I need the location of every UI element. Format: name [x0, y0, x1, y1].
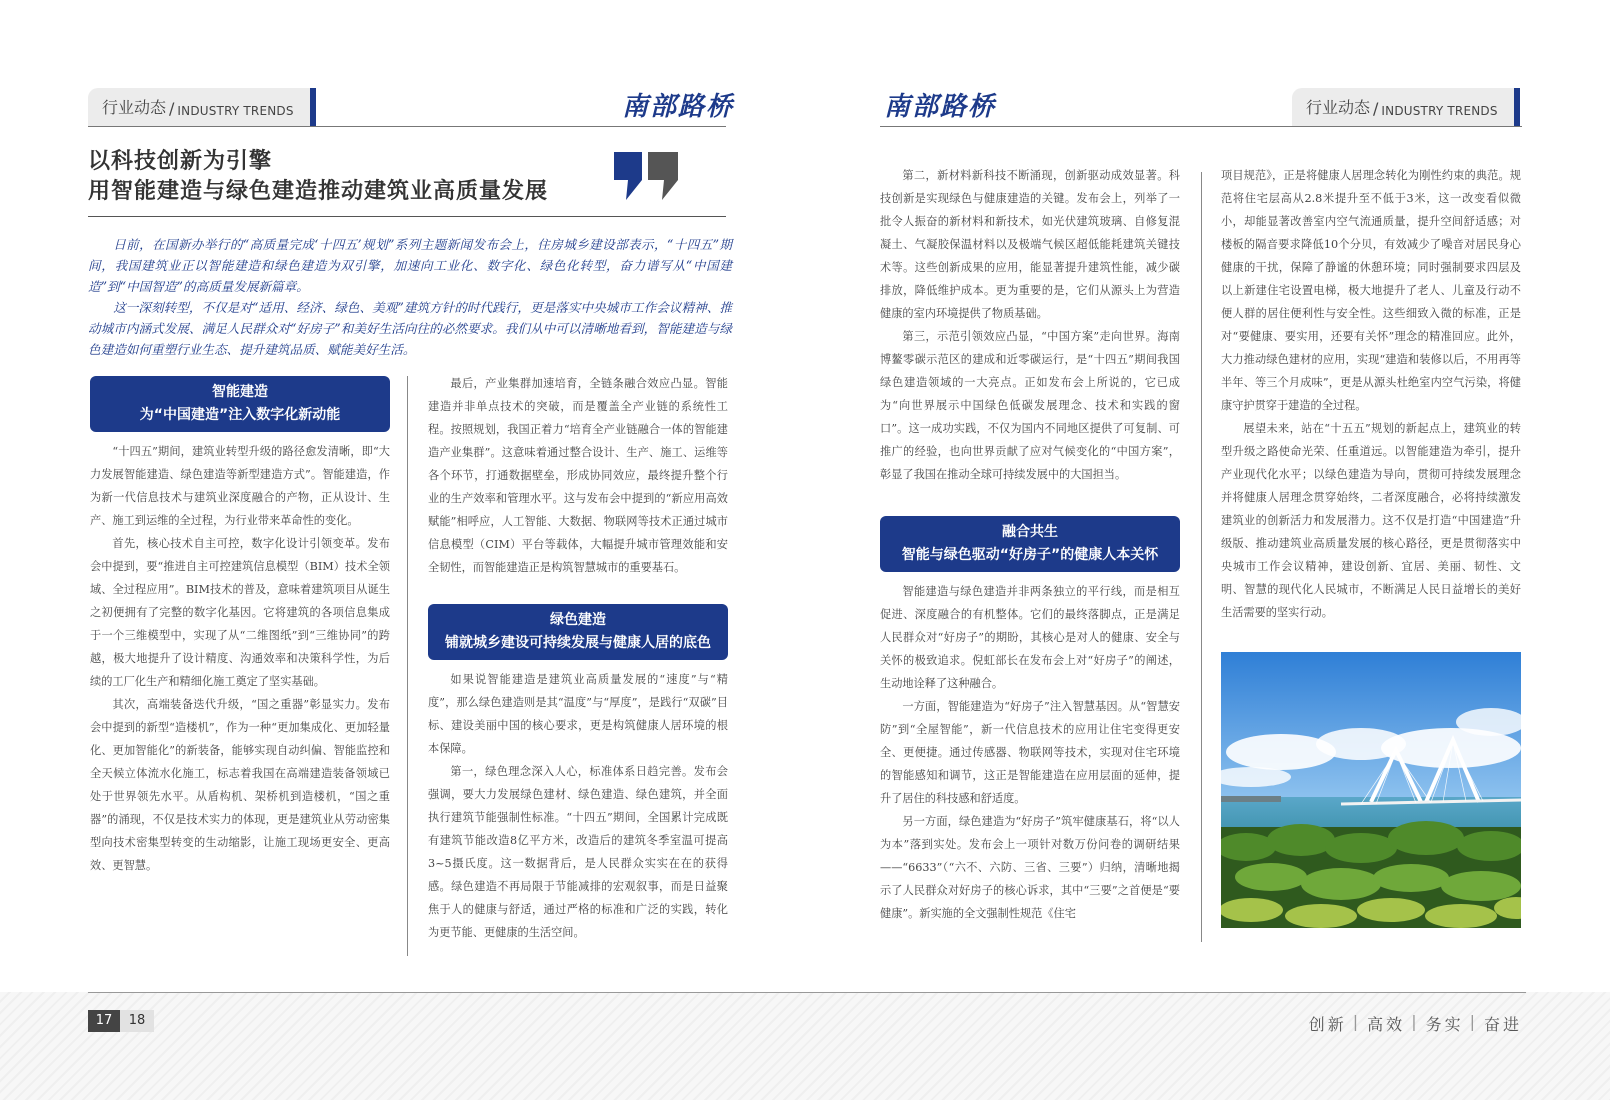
heading-smart-line1: 智能建造: [212, 384, 268, 400]
heading-smart-construction: [90, 376, 390, 432]
motto-word: 高效: [1367, 1015, 1406, 1034]
column-divider: [407, 376, 408, 956]
paragraph: 如果说智能建造是建筑业高质量发展的“速度”与“精度”，那么绿色建造则是其“温度”与“厚度”，是践行“双碳”目标、建设美丽中国的核心要求，更是构筑健康人居环境的根本保障。: [428, 673, 728, 755]
paragraph: 第三，示范引领效应凸显，“中国方案”走向世界。海南博鳌零碳示范区的建成和近零碳运行，是“十四五”期间我国绿色建造领域的一大亮点。正如发布会上所说的，它已成为“向世界展示中国绿色低碳发展理念、技术和实践的窗口”。这一成功实践，不仅为国内不同地区提供了可复制、可推广的经验，也向世界贡献了应对气候变化的“中国方案”，彰显了我国在推动全球可持续发展中的大国担当。: [880, 330, 1180, 481]
column-4-text: [1221, 164, 1521, 624]
heading-green-line2: 铺就城乡建设可持续发展与健康人居的底色: [445, 635, 711, 651]
article-intro: [88, 234, 732, 360]
quote-icon: [612, 150, 682, 202]
paragraph: “十四五”期间，建筑业转型升级的路径愈发清晰，即“大力发展智能建造、绿色建造等新型建造方式”。智能建造，作为新一代信息技术与建筑业深度融合的产物，正从设计、生产、施工到运维的全过程，为行业带来革命性的变化。: [90, 445, 390, 527]
heading-green-line1: 绿色建造: [550, 612, 606, 628]
bridge-photo: [1221, 652, 1521, 928]
column-1-text: [90, 440, 390, 877]
column-2-text-top: [428, 372, 728, 579]
motto-separator: |: [1469, 1012, 1478, 1031]
heading-green-construction: [428, 604, 728, 660]
heading-fusion: [880, 516, 1180, 572]
article-title-line1: 以科技创新为引擎: [88, 148, 273, 174]
section-tab-left: [88, 88, 316, 126]
motto-separator: |: [1352, 1012, 1362, 1031]
intro-paragraph: 这一深刻转型，不仅是对“适用、经济、绿色、美观”建筑方针的时代践行，更是落实中央城市工作会议精神、推动城市内涵式发展、满足人民群众对“好房子”和美好生活向往的必然要求。我们从中可以清晰地看到，智能建造与绿色建造如何重塑行业生态、提升建筑品质、赋能美好生活。: [88, 300, 732, 357]
section-title-cn: 行业动态: [1306, 98, 1371, 117]
bridge-illustration: [1221, 652, 1521, 928]
column-2-text-bottom: [428, 668, 728, 944]
paragraph: 首先，核心技术自主可控，数字化设计引领变革。发布会中提到，要“推进自主可控建筑信息模型（BIM）技术全领域、全过程应用”。BIM技术的普及，意味着建筑项目从诞生之初便拥有了完整的数字化基因。它将建筑的各项信息集成于一个三维模型中，实现了从“二维图纸”到“三维协同”的跨越，极大地提升了设计精度、沟通效率和决策科学性，为后续的工厂化生产和精细化施工奠定了坚实基础。: [90, 537, 390, 688]
paragraph: 项目规范》，正是将健康人居理念转化为刚性约束的典范。规范将住宅层高从2.8米提升至不低于3米，这一改变看似微小，却能显著改善室内空气流通质量，提升空间舒适感；对楼板的隔音要求降低10个分贝，有效减少了噪音对居民身心健康的干扰，保障了静谧的休憩环境；同时强制要求四层及以上新建住宅设置电梯，极大地提升了老人、儿童及行动不便人群的居住便利性与安全性。这些细致入微的标准，正是对“要健康、要实用，还要有关怀”理念的精准回应。此外，大力推动绿色建材的应用，实现“建造和装修以后，不用再等半年、等三个月成味”，更是从源头杜绝室内空气污染，将健康守护贯穿于建造的全过程。: [1221, 169, 1521, 412]
section-title-slash: /: [1373, 99, 1379, 118]
paragraph: 另一方面，绿色建造为“好房子”筑牢健康基石，将“以人为本”落到实处。发布会上一项针对数万份问卷的调研结果——“6633”（“六不、六防、三省、三要”）归纳，清晰地揭示了人民群众对好房子的核心诉求，其中“三要”之首便是“要健康”。新实施的全文强制性规范《住宅: [880, 815, 1180, 920]
footer-rule: [88, 992, 1526, 993]
column-3-text-top: [880, 164, 1180, 486]
page-number-left: 17: [88, 1010, 120, 1032]
motto-separator: |: [1411, 1012, 1420, 1031]
paragraph: 第二，新材料新科技不断涌现，创新驱动成效显著。科技创新是实现绿色与健康建造的关键。发布会上，列举了一批令人振奋的新材料和新技术，如光伏建筑玻璃、自修复混凝土、气凝胶保温材料以及极端气候区超低能耗建筑关键技术等。这些创新成果的应用，能显著提升建筑性能，减少碳排放，降低维护成本。更为重要的是，它们从源头上为营造健康的室内环境提供了物质基础。: [880, 169, 1180, 320]
footer-motto: [1309, 1012, 1522, 1035]
header-rule-left: [88, 126, 726, 127]
heading-fusion-line2: 智能与绿色驱动“好房子”的健康人本关怀: [901, 547, 1159, 563]
article-title-line2: 用智能建造与绿色建造推动建筑业高质量发展: [88, 178, 549, 204]
header-rule-right: [880, 126, 1522, 127]
footer-band: [0, 992, 1610, 1100]
heading-fusion-line1: 融合共生: [1002, 524, 1058, 540]
paragraph: 其次，高端装备迭代升级，“国之重器”彰显实力。发布会中提到的新型“造楼机”，作为一种“更加集成化、更加轻量化、更加智能化”的新装备，能够实现自动纠偏、智能监控和全天候立体流水化施工，标志着我国在高端建造装备领域已处于世界领先水平。从盾构机、架桥机到造楼机，“国之重器”的涌现，不仅是技术实力的体现，更是建筑业从劳动密集型向技术密集型转变的生动缩影，让施工现场更安全、更高效、更智慧。: [90, 698, 390, 872]
paragraph: 第一，绿色理念深入人心，标准体系日趋完善。发布会强调，要大力发展绿色建材、绿色建造、绿色建筑，并全面执行建筑节能强制性标准。“十四五”期间，全国累计完成既有建筑节能改造8亿平方米，改造后的建筑冬季室温可提高3~5摄氏度。这一数据背后，是人民群众实实在在的获得感。绿色建造不再局限于节能减排的宏观叙事，而是日益聚焦于人的健康与舒适，通过严格的标准和广泛的实践，转化为更节能、更健康的生活空间。: [428, 765, 728, 939]
title-rule: [88, 216, 726, 217]
article-title: [88, 146, 548, 206]
paragraph: 展望未来，站在“十五五”规划的新起点上，建筑业的转型升级之路使命光荣、任重道远。以智能建造为牵引，提升产业现代化水平；以绿色建造为导向，贯彻可持续发展理念并将健康人居理念贯穿始终，二者深度融合，必将持续激发建筑业的创新活力和发展潜力。这不仅是打造“中国建造”升级版、推动建筑业高质量发展的核心路径，更是贯彻落实中央城市工作会议精神，建设创新、宜居、美丽、韧性、文明、智慧的现代化人民城市，不断满足人民日益增长的美好生活需要的坚实行动。: [1221, 422, 1521, 619]
page-number-right: 18: [120, 1010, 154, 1032]
paragraph: 最后，产业集群加速培育，全链条融合效应凸显。智能建造并非单点技术的突破，而是覆盖全产业链的系统性工程。按照规划，我国正着力“培育全产业链融合一体的智能建造产业集群”。这意味着通过整合设计、生产、施工、运维等各个环节，打通数据壁垒，形成协同效应，最终提升整个行业的生产效率和管理水平。这与发布会中提到的“新应用高效赋能”相呼应，人工智能、大数据、物联网等技术正通过城市信息模型（CIM）平台等载体，大幅提升城市管理效能和安全韧性，而智能建造正是构筑智慧城市的重要基石。: [428, 377, 728, 574]
motto-word: 奋进: [1483, 1015, 1522, 1034]
section-title-cn: 行业动态: [102, 98, 167, 117]
section-title-slash: /: [169, 99, 175, 118]
intro-paragraph: 日前，在国新办举行的“高质量完成‘十四五’规划”系列主题新闻发布会上，住房城乡建设部表示，“十四五”期间，我国建筑业正以智能建造和绿色建造为双引擎，加速向工业化、数字化、绿色化转型，奋力谱写从“中国建造”到“中国智造”的高质量发展新篇章。: [88, 237, 732, 294]
section-tab-right: [1292, 88, 1520, 126]
column-3-text-bottom: [880, 580, 1180, 925]
heading-smart-line2: 为“中国建造”注入数字化新动能: [139, 407, 341, 423]
brand-logo-right: 南部路桥: [884, 92, 997, 122]
motto-word: 创新: [1308, 1015, 1347, 1034]
section-title-en: INDUSTRY TRENDS: [177, 104, 294, 118]
column-divider: [1201, 172, 1202, 942]
section-title-en: INDUSTRY TRENDS: [1381, 104, 1498, 118]
paragraph: 一方面，智能建造为“好房子”注入智慧基因。从“智慧安防”到“全屋智能”，新一代信息技术的应用让住宅变得更安全、更便捷。通过传感器、物联网等技术，实现对住宅环境的智能感知和调节，这正是智能建造在应用层面的延伸，提升了居住的科技感和舒适度。: [880, 700, 1180, 805]
paragraph: 智能建造与绿色建造并非两条独立的平行线，而是相互促进、深度融合的有机整体。它们的最终落脚点，正是满足人民群众对“好房子”的期盼，其核心是对人的健康、安全与关怀的极致追求。倪虹部长在发布会上对“好房子”的阐述，生动地诠释了这种融合。: [880, 585, 1180, 690]
motto-word: 务实: [1425, 1015, 1464, 1034]
brand-logo-left: 南部路桥: [622, 92, 735, 122]
